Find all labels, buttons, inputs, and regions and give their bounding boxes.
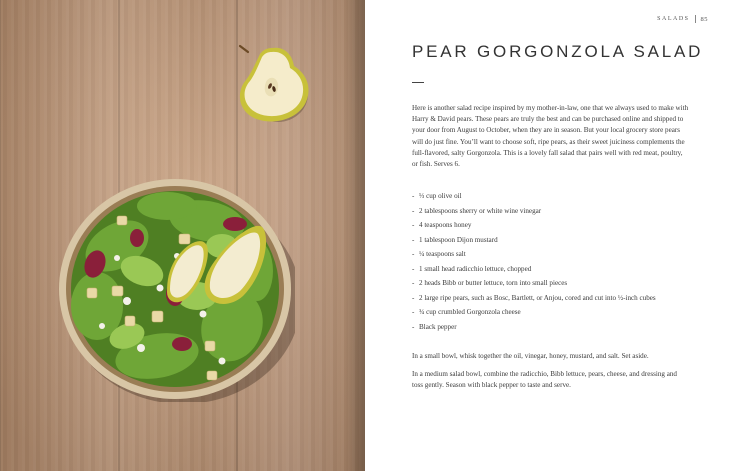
ingredient-text: ¼ teaspoons salt	[419, 250, 466, 258]
ingredient-text: 4 teaspoons honey	[419, 221, 472, 229]
recipe-page	[365, 0, 730, 471]
recipe-intro: Here is another salad recipe inspired by my mother-in-law, one that we always used to make with Harry & David pears. These pears are truly the best and can be purchased online and shipped to your door from August to October, when they are in season. But your local grocery store pears will do just fine. You’ll want to choose soft, ripe pears, as their sweet juiciness complements the full-flavored, salty Gorgonzola. This is a lovely fall salad that pairs well with red meat, poultry, or fish. Serves 6.	[412, 104, 689, 169]
ingredient-item: - 2 large ripe pears, such as Bosc, Bartlett, or Anjou, cored and cut into ½-inch cubes	[412, 293, 656, 302]
ingredient-item: - Black pepper	[412, 322, 457, 331]
ingredient-text: 2 heads Bibb or butter lettuce, torn into small pieces	[419, 279, 568, 287]
ingredient-item: - ¼ teaspoons salt	[412, 250, 466, 258]
ingredient-text: 2 large ripe pears, such as Bosc, Bartlett, or Anjou, cored and cut into ½-inch cubes	[419, 293, 656, 302]
page-number: 85	[700, 15, 708, 23]
method-step-1: In a small bowl, whisk together the oil, vinegar, honey, mustard, and salt. Set aside.	[412, 352, 649, 360]
ingredient-item: - ¾ cup crumbled Gorgonzola cheese	[412, 308, 521, 316]
ingredient-text: ⅓ cup olive oil	[419, 192, 462, 200]
section-name: SALADS	[657, 16, 690, 22]
ingredient-item: - 1 small head radicchio lettuce, chopped	[412, 264, 532, 273]
ingredient-item: - 2 tablespoons sherry or white wine vinegar	[412, 206, 542, 215]
page-spine-shadow	[345, 0, 365, 471]
ingredient-text: 1 tablespoon Dijon mustard	[419, 235, 498, 244]
running-head	[657, 15, 708, 23]
ingredient-item: - ⅓ cup olive oil	[412, 192, 462, 200]
ingredient-item: - 1 tablespoon Dijon mustard	[412, 235, 498, 244]
ingredient-item: - 2 heads Bibb or butter lettuce, torn into small pieces	[412, 279, 568, 287]
ingredient-text: Black pepper	[419, 322, 457, 331]
running-head-divider	[695, 15, 696, 23]
ingredient-text: ¾ cup crumbled Gorgonzola cheese	[419, 308, 521, 316]
salad-bowl-illustration	[57, 176, 295, 402]
ingredient-item: - 4 teaspoons honey	[412, 221, 472, 229]
ingredient-text: 1 small head radicchio lettuce, chopped	[419, 264, 532, 273]
pear-half-illustration	[232, 42, 314, 128]
ingredient-text: 2 tablespoons sherry or white wine vinegar	[419, 206, 542, 215]
recipe-title: PEAR GORGONZOLA SALAD	[412, 42, 704, 61]
title-underline	[412, 82, 424, 83]
ingredient-list	[412, 191, 689, 336]
method-step-2: In a medium salad bowl, combine the radicchio, Bibb lettuce, pears, cheese, and dressing and toss gently. Season with black pepper to taste and serve.	[412, 370, 677, 390]
